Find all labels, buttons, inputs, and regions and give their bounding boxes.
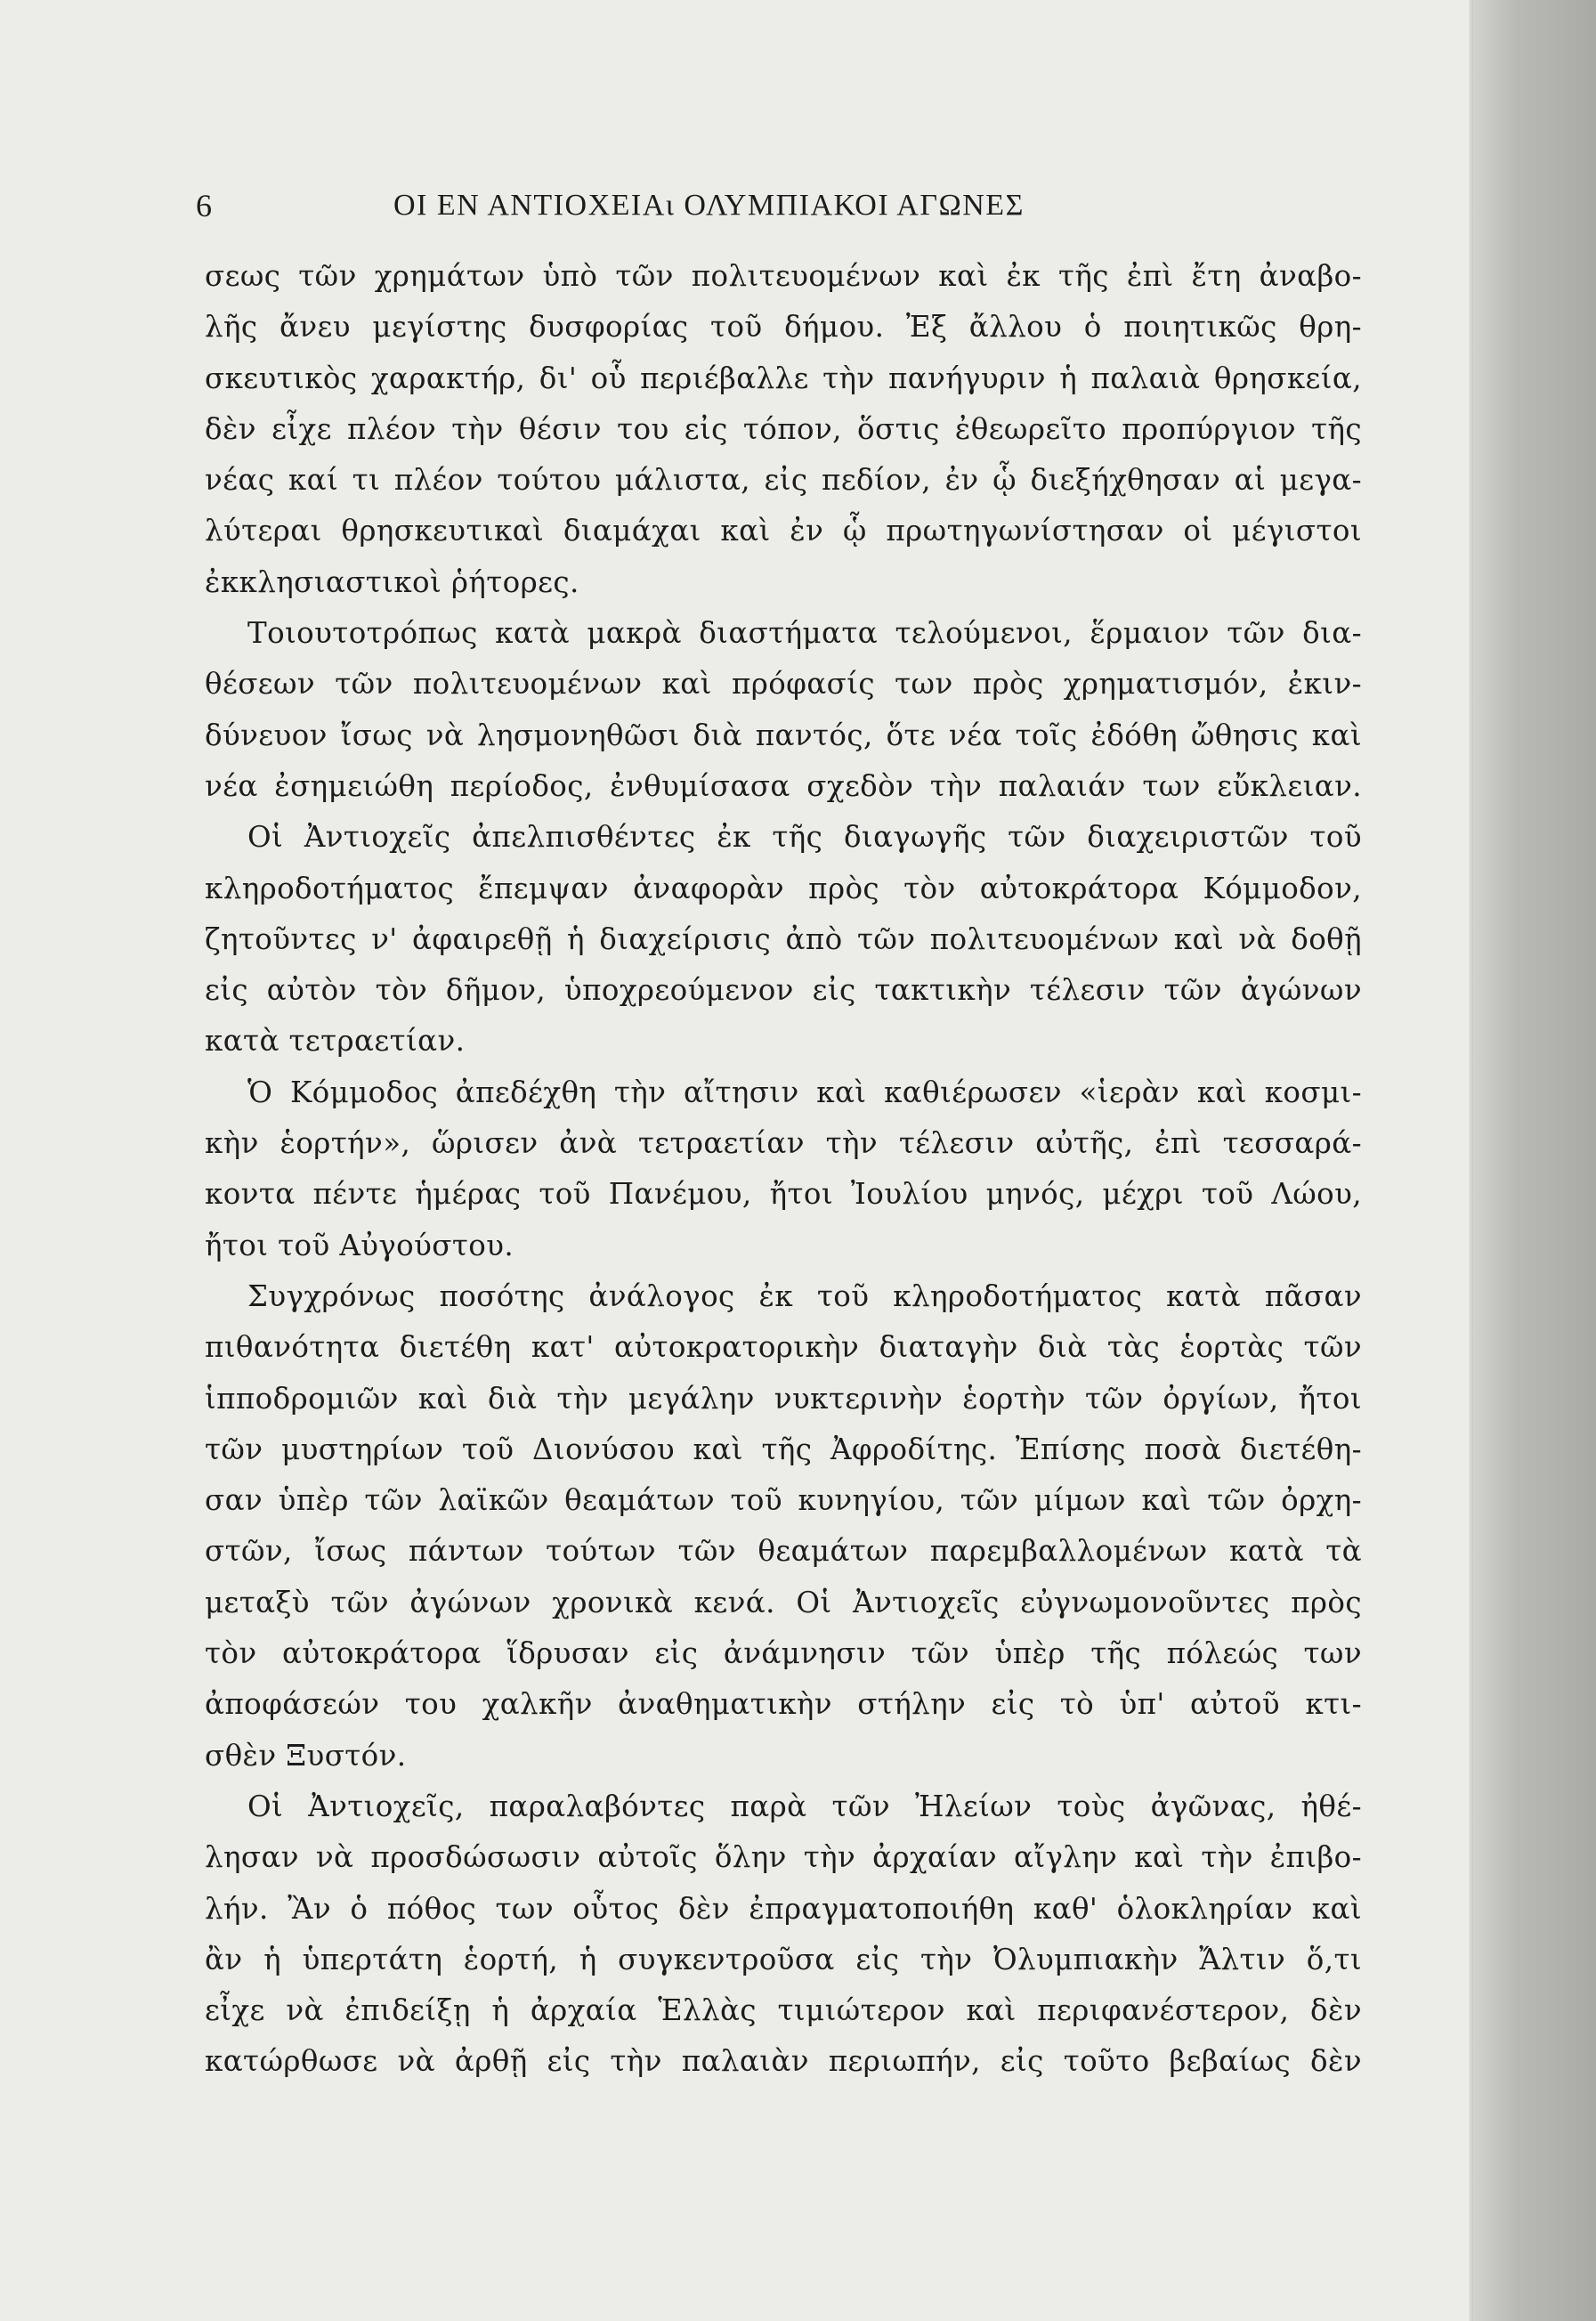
text-line: ἂν ἡ ὑπερτάτη ἑορτή, ἡ συγκεντροῦσα εἰς τὴν Ὀλυμπιακὴν Ἄλτιν ὅ,τι [205, 1942, 1362, 1976]
page-shadow-margin [1473, 0, 1596, 2321]
text-line: λύτεραι θρησκευτικαὶ διαμάχαι καὶ ἐν ᾧ πρωτηγωνίστησαν οἱ μέγιστοι [205, 514, 1362, 548]
text-line: σαν ὑπὲρ τῶν λαϊκῶν θεαμάτων τοῦ κυνηγίου, τῶν μίμων καὶ τῶν ὀρχη- [205, 1483, 1362, 1518]
text-line: δὲν εἶχε πλέον τὴν θέσιν του εἰς τόπον, ὅστις ἐθεωρεῖτο προπύργιον τῆς [205, 411, 1362, 446]
text-line: ἐκκλησιαστικοὶ ῥήτορες. [205, 564, 579, 599]
text-line: τῶν μυστηρίων τοῦ Διονύσου καὶ τῆς Ἀφροδίτης. Ἐπίσης ποσὰ διετέθη- [205, 1432, 1362, 1466]
body-text [205, 251, 1362, 2088]
text-line: σκευτικὸς χαρακτήρ, δι' οὗ περιέβαλλε τὴν πανήγυριν ἡ παλαιὰ θρησκεία, [205, 361, 1362, 395]
text-line: κατώρθωσε νὰ ἀρθῇ εἰς τὴν παλαιὰν περιωπήν, εἰς τοῦτο βεβαίως δὲν [205, 2044, 1362, 2079]
paragraph-first-line: Συγχρόνως ποσότης ἀνάλογος ἐκ τοῦ κληροδοτήματος κατὰ πᾶσαν [247, 1278, 1362, 1313]
text-line: εἶχε νὰ ἐπιδείξῃ ἡ ἀρχαία Ἑλλὰς τιμιώτερον καὶ περιφανέστερον, δὲν [205, 1993, 1362, 2028]
text-line: θέσεων τῶν πολιτευομένων καὶ πρόφασίς των πρὸς χρηματισμόν, ἐκιν- [205, 667, 1362, 702]
paragraph-first-line: Οἱ Ἀντιοχεῖς, παραλαβόντες παρὰ τῶν Ἠλείων τοὺς ἀγῶνας, ἠθέ- [247, 1789, 1362, 1823]
paragraph-first-line: Ὁ Κόμμοδος ἀπεδέχθη τὴν αἴτησιν καὶ καθιέρωσεν «ἱερὰν καὶ κοσμι- [247, 1075, 1362, 1109]
paragraph-first-line: Οἱ Ἀντιοχεῖς ἀπελπισθέντες ἐκ τῆς διαγωγῆς τῶν διαχειριστῶν τοῦ [247, 820, 1362, 855]
text-line: μεταξὺ τῶν ἀγώνων χρονικὰ κενά. Οἱ Ἀντιοχεῖς εὐγνωμονοῦντες πρὸς [205, 1585, 1362, 1619]
text-line: σθὲν Ξυστόν. [205, 1738, 407, 1773]
text-line: δύνευον ἴσως νὰ λησμονηθῶσι διὰ παντός, ὅτε νέα τοῖς ἐδόθη ὤθησις καὶ [205, 718, 1362, 752]
page-number: 6 [196, 188, 212, 223]
text-line: στῶν, ἴσως πάντων τούτων τῶν θεαμάτων παρεμβαλλομένων κατὰ τὰ [205, 1534, 1362, 1569]
text-line: ἀποφάσεών του χαλκῆν ἀναθηματικὴν στήλην εἰς τὸ ὑπ' αὐτοῦ κτι- [205, 1687, 1362, 1722]
text-line: νέα ἐσημειώθη περίοδος, ἐνθυμίσασα σχεδὸν τὴν παλαιάν των εὔκλειαν. [205, 768, 1362, 803]
text-line: πιθανότητα διετέθη κατ' αὐτοκρατορικὴν διαταγὴν διὰ τὰς ἑορτὰς τῶν [205, 1330, 1362, 1365]
text-line: ἤτοι τοῦ Αὐγούστου. [205, 1228, 514, 1262]
text-line: τὸν αὐτοκράτορα ἵδρυσαν εἰς ἀνάμνησιν τῶν ὑπὲρ τῆς πόλεώς των [205, 1636, 1362, 1671]
text-line: εἰς αὐτὸν τὸν δῆμον, ὑποχρεούμενον εἰς τακτικὴν τέλεσιν τῶν ἀγώνων [205, 973, 1362, 1008]
paragraph-first-line: Τοιουτοτρόπως κατὰ μακρὰ διαστήματα τελούμενοι, ἕρμαιον τῶν δια- [247, 616, 1362, 651]
running-head [196, 183, 1389, 228]
text-line: λησαν νὰ προσδώσωσιν αὐτοῖς ὅλην τὴν ἀρχαίαν αἴγλην καὶ τὴν ἐπιβο- [205, 1840, 1362, 1875]
text-line: λήν. Ἂν ὁ πόθος των οὗτος δὲν ἐπραγματοποιήθη καθ' ὁλοκληρίαν καὶ [205, 1891, 1362, 1926]
text-line: κὴν ἑορτήν», ὥρισεν ἀνὰ τετραετίαν τὴν τέλεσιν αὐτῆς, ἐπὶ τεσσαρά- [205, 1126, 1362, 1161]
text-line: κατὰ τετραετίαν. [205, 1024, 466, 1059]
text-line: νέας καί τι πλέον τούτου μάλιστα, εἰς πεδίον, ἐν ᾧ διεξήχθησαν αἱ μεγα- [205, 463, 1362, 498]
text-line: κληροδοτήματος ἔπεμψαν ἀναφορὰν πρὸς τὸν αὐτοκράτορα Κόμμοδον, [205, 871, 1362, 905]
text-line: ἱπποδρομιῶν καὶ διὰ τὴν μεγάλην νυκτερινὴν ἑορτὴν τῶν ὀργίων, ἤτοι [205, 1381, 1362, 1416]
running-title: ΟΙ ΕΝ ΑΝΤΙΟΧΕΙΑι ΟΛΥΜΠΙΑΚΟΙ ΑΓΩΝΕΣ [393, 189, 1025, 222]
text-line: ζητοῦντες ν' ἀφαιρεθῇ ἡ διαχείρισις ἀπὸ τῶν πολιτευομένων καὶ νὰ δοθῇ [205, 921, 1362, 956]
text-line: κοντα πέντε ἡμέρας τοῦ Πανέμου, ἤτοι Ἰουλίου μηνός, μέχρι τοῦ Λώου, [205, 1177, 1362, 1212]
text-line: σεως τῶν χρημάτων ὑπὸ τῶν πολιτευομένων καὶ ἐκ τῆς ἐπὶ ἔτη ἀναβο- [205, 259, 1362, 293]
text-line: λῆς ἄνευ μεγίστης δυσφορίας τοῦ δήμου. Ἐξ ἄλλου ὁ ποιητικῶς θρη- [205, 310, 1362, 345]
